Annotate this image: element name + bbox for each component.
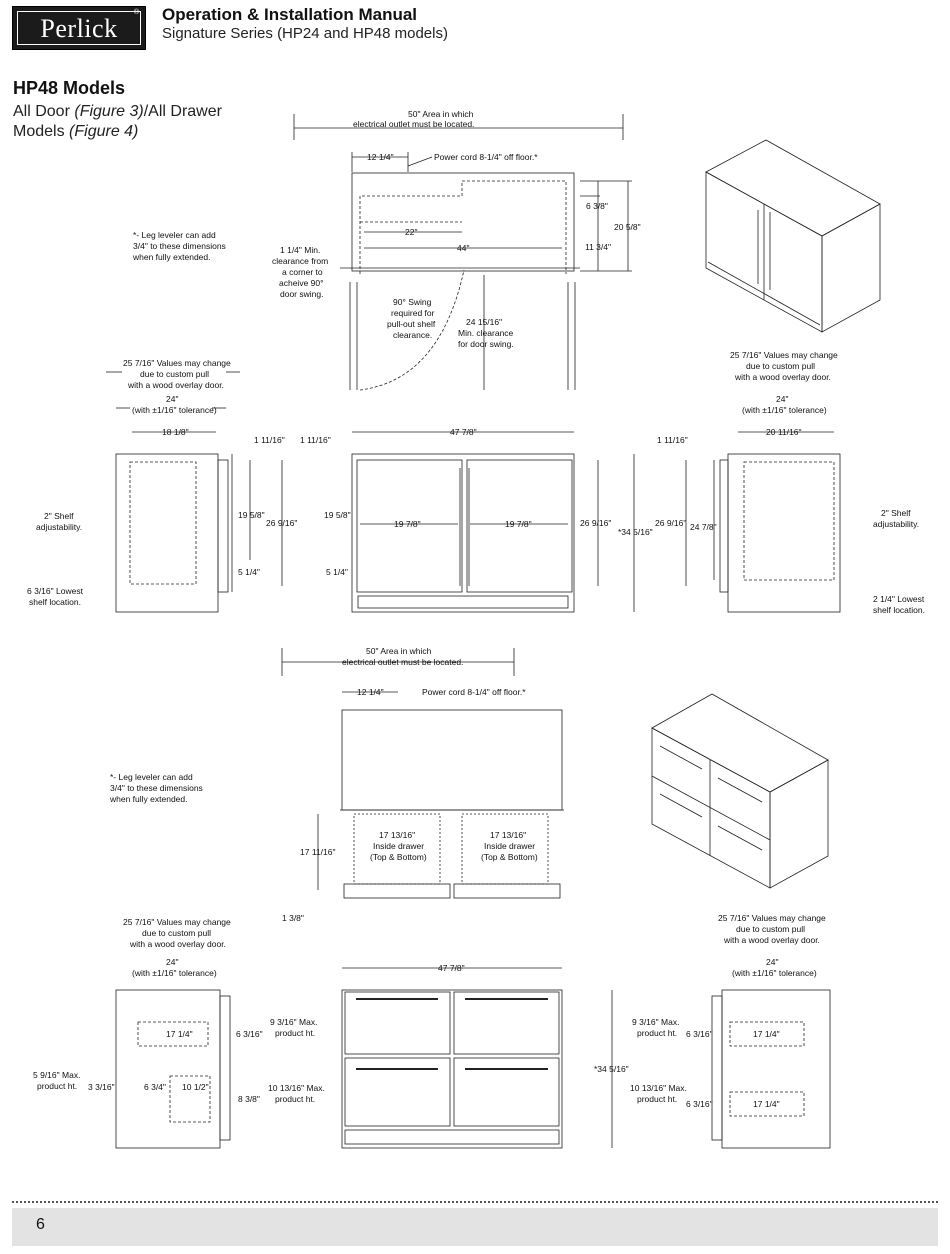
values-note: 25 7/16" Values may change [123, 358, 231, 368]
swing-note: required for [391, 308, 435, 318]
dim-label: 47 7/8" [438, 963, 465, 973]
dim-label: 50" Area in which [366, 646, 432, 656]
clearance-note: a corner to [282, 267, 323, 277]
dim-label: 17 1/4" [166, 1029, 193, 1039]
leveler-note: *- Leg leveler can add [110, 772, 193, 782]
max-height-note: 9 3/16" Max. [632, 1017, 680, 1027]
dim-label: 22" [405, 227, 418, 237]
dim-label: 18 1/8" [162, 427, 189, 437]
shelf-adj-note: adjustability. [873, 519, 920, 529]
lowest-shelf-note: shelf location. [873, 605, 925, 615]
max-height-note: product ht. [275, 1028, 316, 1038]
values-note: due to custom pull [140, 369, 209, 379]
values-note: due to custom pull [142, 928, 211, 938]
dim-label: 6 3/16" [686, 1029, 713, 1039]
leveler-note: when fully extended. [133, 252, 211, 262]
dim-label: 6 3/8" [586, 201, 608, 211]
lowest-shelf-note: 2 1/4" Lowest [873, 594, 925, 604]
values-note: with a wood overlay door. [724, 935, 820, 945]
values-note: with a wood overlay door. [130, 939, 226, 949]
dim-label: (with ±1/16" tolerance) [732, 968, 817, 978]
inside-drawer-note: (Top & Bottom) [370, 852, 427, 862]
shelf-adj-note: 2" Shelf [881, 508, 911, 518]
clearance-note: door swing. [280, 289, 324, 299]
dim-label: 24" [166, 957, 179, 967]
fig4-right-side-view [630, 913, 830, 1148]
dim-label: 12 1/4" [357, 687, 384, 697]
subtitle-part: All Door [13, 103, 75, 120]
max-height-note: 5 9/16" Max. [33, 1070, 81, 1080]
dim-label: 20 11/16" [766, 427, 802, 437]
dim-label: 1 3/8" [282, 913, 304, 923]
dim-label: 19 5/8" [324, 510, 351, 520]
dim-label: 10 1/2" [182, 1082, 209, 1092]
power-cord-label: Power cord 8-1/4" off floor.* [422, 687, 526, 697]
fig3-left-side-view [27, 358, 297, 612]
dim-label: 26 9/16" [266, 518, 298, 528]
clearance-note: 1 1/4" Min. [280, 245, 321, 255]
swing-note: pull-out shelf [387, 319, 436, 329]
leveler-note: *- Leg leveler can add [133, 230, 216, 240]
dim-label: electrical outlet must be located. [342, 657, 464, 667]
dim-label: 24" [776, 394, 789, 404]
dim-label: 44" [457, 243, 470, 253]
dim-label: 17 1/4" [753, 1099, 780, 1109]
dim-label: 6 3/4" [144, 1082, 166, 1092]
shelf-adj-note: 2" Shelf [44, 511, 74, 521]
dim-label: 26 9/16" [655, 518, 687, 528]
dim-label: *34 5/16" [618, 527, 653, 537]
clearance-note: clearance from [272, 256, 329, 266]
dim-label: 24 7/8" [690, 522, 717, 532]
inside-drawer-note: Inside drawer [484, 841, 536, 851]
manual-subtitle: Signature Series (HP24 and HP48 models) [162, 25, 448, 42]
fig4-left-side-view [33, 917, 325, 1148]
fig3-isometric-view [706, 140, 880, 332]
dim-label: 24" [766, 957, 779, 967]
values-note: 25 7/16" Values may change [730, 350, 838, 360]
dim-label: 6 3/16" [686, 1099, 713, 1109]
shelf-adj-note: adjustability. [36, 522, 83, 532]
logo-registered-mark: ® [133, 9, 139, 16]
dim-label: 8 3/8" [238, 1094, 260, 1104]
footer-band [12, 1208, 938, 1246]
lowest-shelf-note: shelf location. [29, 597, 81, 607]
figure-3-ref: (Figure 3) [74, 103, 144, 120]
inside-drawer-note: 17 13/16" [490, 830, 527, 840]
logo-wordmark: Perlick [40, 14, 118, 43]
fig3-front-view [300, 427, 653, 612]
dim-label: 17 1/4" [753, 1029, 780, 1039]
footer-divider [12, 1201, 938, 1203]
leveler-note: when fully extended. [110, 794, 188, 804]
clearance-note: acheive 90° [279, 278, 324, 288]
max-height-note: 10 13/16" Max. [630, 1083, 687, 1093]
values-note: 25 7/16" Values may change [123, 917, 231, 927]
dim-label: 3 3/16" [88, 1082, 115, 1092]
fig4-top-view [109, 646, 564, 923]
max-height-note: product ht. [637, 1028, 678, 1038]
swing-note: clearance. [393, 330, 433, 340]
dim-label: 5 1/4" [238, 567, 260, 577]
figure-4-ref: (Figure 4) [69, 123, 139, 140]
swing-note: 90° Swing [393, 297, 432, 307]
dim-label: 20 5/8" [614, 222, 641, 232]
fig4-isometric-view [652, 694, 828, 888]
dim-label: 1 11/16" [254, 435, 285, 445]
values-note: with a wood overlay door. [735, 372, 831, 382]
dim-label: 19 5/8" [238, 510, 265, 520]
dim-label: (with ±1/16" tolerance) [742, 405, 827, 415]
leveler-note: 3/4" to these dimensions [133, 241, 226, 251]
values-note: due to custom pull [736, 924, 805, 934]
section-title: HP48 Models [13, 78, 126, 98]
dim-label: (with ±1/16" tolerance) [132, 405, 217, 415]
max-height-note: product ht. [37, 1081, 78, 1091]
dim-label: (with ±1/16" tolerance) [132, 968, 217, 978]
dim-label: 12 1/4" [367, 152, 394, 162]
max-height-note: 10 13/16" Max. [268, 1083, 325, 1093]
fig4-front-view [342, 963, 629, 1148]
fig3-right-side-view [655, 350, 925, 615]
dim-label: 26 9/16" [580, 518, 612, 528]
dim-label: 50" Area in which [408, 109, 474, 119]
dim-label: *34 5/16" [594, 1064, 629, 1074]
power-cord-label: Power cord 8-1/4" off floor.* [434, 152, 538, 162]
values-note: due to custom pull [746, 361, 815, 371]
dim-label: 6 3/16" [236, 1029, 263, 1039]
fig3-top-view [132, 109, 641, 390]
max-height-note: 9 3/16" Max. [270, 1017, 318, 1027]
dim-label: 1 11/16" [300, 435, 331, 445]
dim-label: 47 7/8" [450, 427, 477, 437]
min-clearance-note: Min. clearance [458, 328, 514, 338]
leveler-note: 3/4" to these dimensions [110, 783, 203, 793]
dim-label: 11 3/4" [585, 242, 612, 252]
dim-label: electrical outlet must be located. [353, 119, 475, 129]
subtitle-part: /All Drawer Models [13, 103, 222, 140]
max-height-note: product ht. [637, 1094, 678, 1104]
dim-label: 19 7/8" [394, 519, 421, 529]
min-clearance-note: for door swing. [458, 339, 514, 349]
inside-drawer-note: Inside drawer [373, 841, 425, 851]
dim-label: 24" [166, 394, 179, 404]
page-number: 6 [36, 1216, 45, 1233]
inside-drawer-note: (Top & Bottom) [481, 852, 538, 862]
manual-title: Operation & Installation Manual [162, 5, 418, 24]
values-note: with a wood overlay door. [128, 380, 224, 390]
inside-drawer-note: 17 13/16" [379, 830, 416, 840]
min-clearance-note: 24 15/16" [466, 317, 503, 327]
dim-label: 17 11/16" [300, 847, 336, 857]
dim-label: 1 11/16" [657, 435, 688, 445]
dim-label: 5 1/4" [326, 567, 348, 577]
max-height-note: product ht. [275, 1094, 316, 1104]
values-note: 25 7/16" Values may change [718, 913, 826, 923]
lowest-shelf-note: 6 3/16" Lowest [27, 586, 83, 596]
dim-label: 19 7/8" [505, 519, 532, 529]
